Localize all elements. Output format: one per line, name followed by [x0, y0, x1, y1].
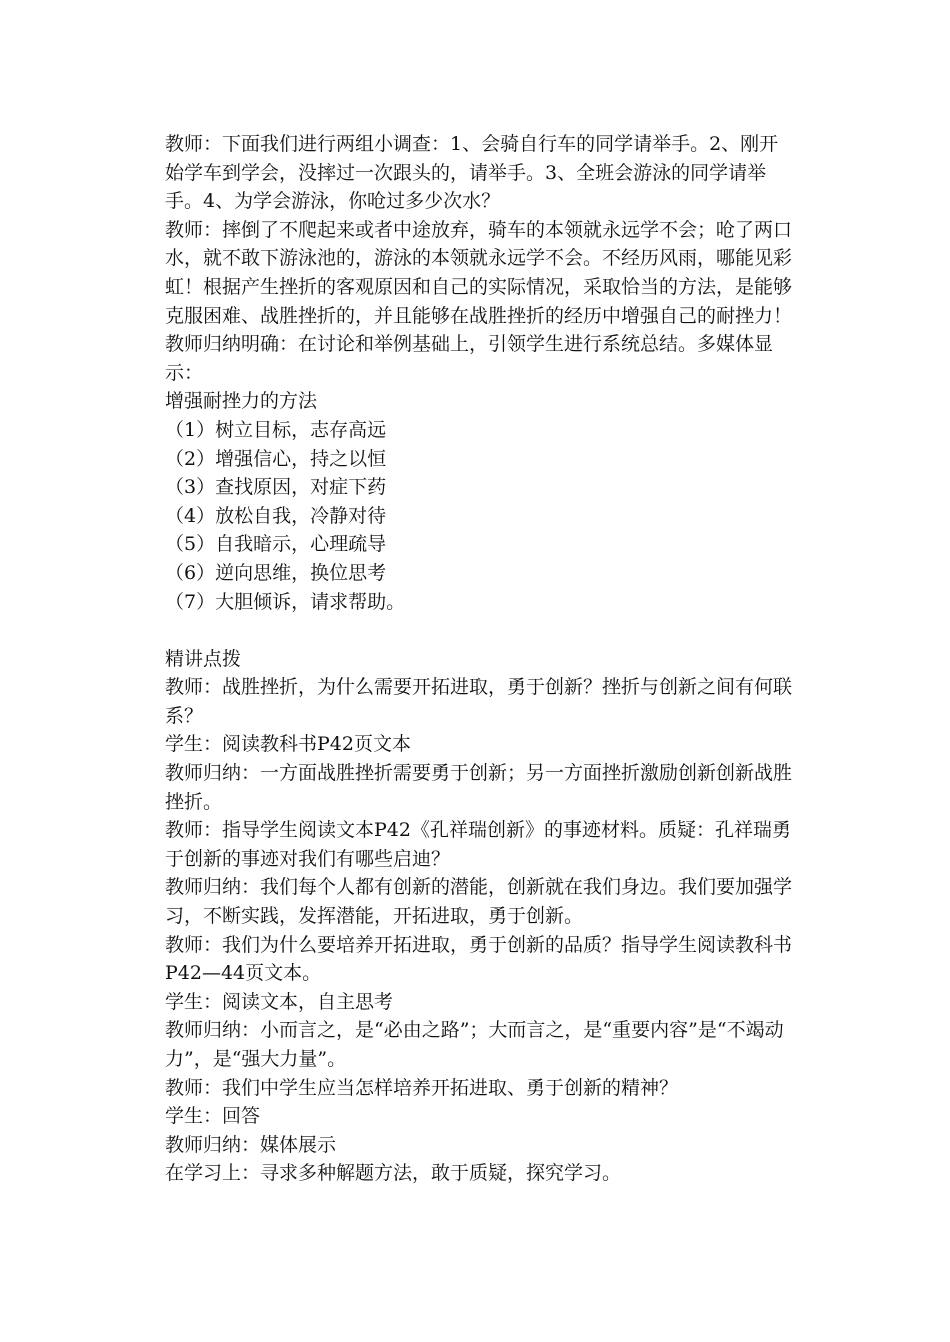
paragraph-teacher-summary: 教师归纳：一方面战胜挫折需要勇于创新；另一方面挫折激励创新创新战胜挫折。 — [165, 762, 793, 813]
blank-line — [165, 616, 795, 645]
paragraph-student-think: 学生：阅读文本，自主思考 — [165, 990, 394, 1013]
paragraph-teacher-summary: 教师归纳：小而言之，是“必由之路”；大而言之，是“重要内容”是“不竭动力”，是“强大力量”。 — [165, 1019, 784, 1070]
document-page — [165, 130, 795, 1188]
paragraph-student-read: 学生：阅读教科书P42页文本 — [165, 733, 411, 756]
methods-list — [165, 416, 795, 616]
list-item: （7）大胆倾诉，请求帮助。 — [165, 590, 406, 613]
paragraph-teacher-explanation: 教师：摔倒了不爬起来或者中途放弃，骑车的本领就永远学不会；呛了两口水，就不敢下游泳池的，游泳的本领就永远学不会。不经历风雨，哪能见彩虹！根据产生挫折的客观原因和自己的实际情况，采取恰当的方法，是能够克服困难、战胜挫折的，并且能够在战胜挫折的经历中增强自己的耐挫力！ — [165, 218, 793, 327]
paragraph-teacher-summary: 教师归纳：我们每个人都有创新的潜能，创新就在我们身边。我们要加强学习，不断实践，发挥潜能，开拓进取，勇于创新。 — [165, 876, 793, 928]
paragraph-teacher-summary: 教师归纳：媒体展示 — [165, 1133, 337, 1156]
paragraph-summary-intro: 教师归纳明确：在讨论和举例基础上，引领学生进行系统总结。多媒体显示： — [165, 333, 774, 384]
paragraph-study: 在学习上：寻求多种解题方法，敢于质疑，探究学习。 — [165, 1162, 622, 1185]
list-item: （5）自我暗示，心理疏导 — [165, 533, 387, 556]
section-title: 精讲点拨 — [165, 647, 242, 670]
paragraph-question: 教师：战胜挫折，为什么需要开拓进取，勇于创新？挫折与创新之间有何联系？ — [165, 676, 793, 727]
list-item: （3）查找原因，对症下药 — [165, 476, 387, 499]
methods-heading: 增强耐挫力的方法 — [165, 390, 318, 413]
paragraph-survey: 教师：下面我们进行两组小调查：1、会骑自行车的同学请举手。2、刚开始学车到学会，没摔过一次跟头的，请举手。3、全班会游泳的同学请举手。4、为学会游泳，你呛过多少次水？ — [165, 133, 779, 213]
list-item: （2）增强信心，持之以恒 — [165, 447, 387, 470]
paragraph-teacher-question: 教师：我们为什么要培养开拓进取，勇于创新的品质？指导学生阅读教科书P42—44页文本。 — [165, 933, 793, 985]
list-item: （4）放松自我，冷静对待 — [165, 504, 387, 527]
paragraph-teacher-question: 教师：我们中学生应当怎样培养开拓进取、勇于创新的精神？ — [165, 1076, 679, 1099]
paragraph-teacher-guide: 教师：指导学生阅读文本P42《孔祥瑞创新》的事迹材料。质疑：孔祥瑞勇于创新的事迹对我们有哪些启迪？ — [165, 819, 791, 870]
list-item: （6）逆向思维，换位思考 — [165, 561, 387, 584]
paragraph-student-answer: 学生：回答 — [165, 1105, 261, 1128]
list-item: （1）树立目标，志存高远 — [165, 418, 387, 441]
